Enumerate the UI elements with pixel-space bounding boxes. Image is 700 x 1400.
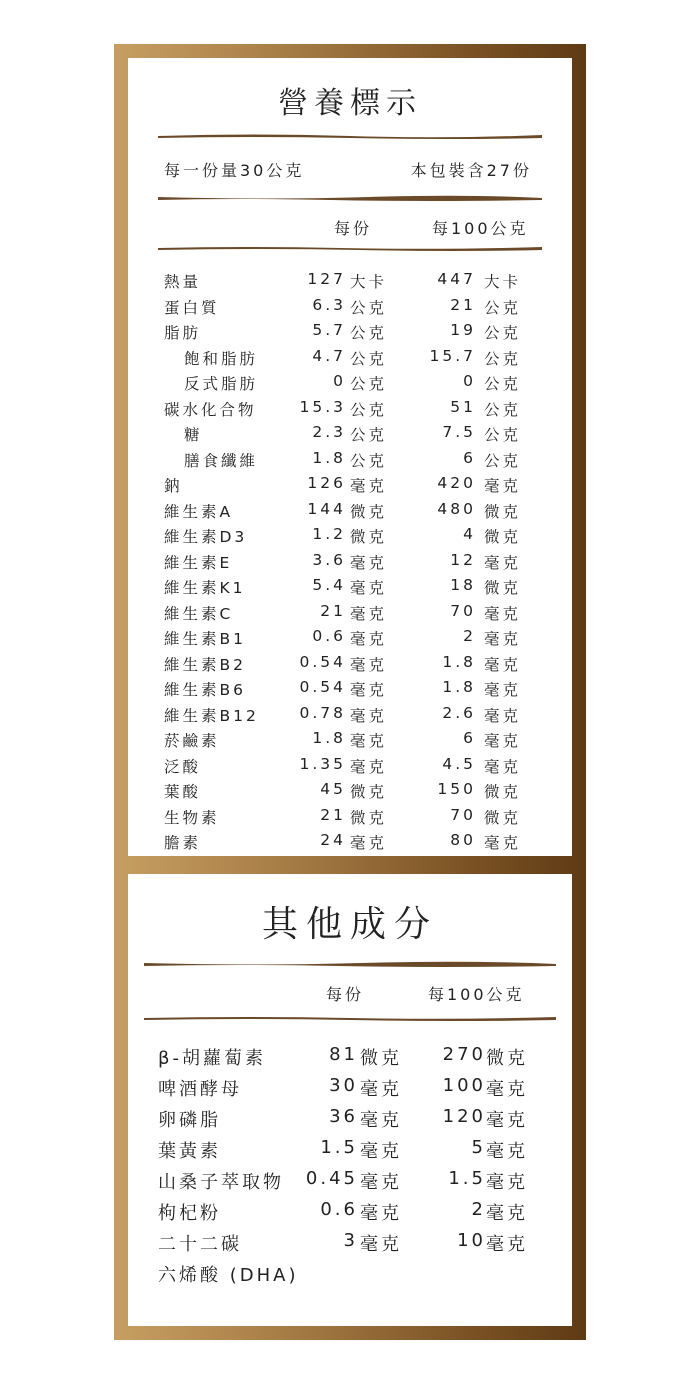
per-serving-value: 1.5	[320, 1137, 358, 1158]
per-100g-unit: 毫克	[484, 604, 522, 623]
per-100g-unit: 毫克	[484, 553, 522, 572]
per-100g-value: 5	[471, 1137, 486, 1158]
nutrient-name: 維生素A	[164, 502, 234, 521]
brush-divider	[158, 194, 542, 202]
nutrient-name: 維生素K1	[164, 579, 246, 597]
per-serving-value: 1.2	[312, 525, 346, 543]
per-serving-value: 3	[343, 1230, 358, 1251]
per-100g-value: 10	[457, 1230, 486, 1251]
per-100g-unit: 微克	[486, 1048, 528, 1069]
per-serving-unit: 毫克	[350, 604, 388, 623]
table-row	[128, 449, 572, 474]
per-100g-value: 18	[450, 576, 476, 594]
per-100g-unit: 毫克	[486, 1110, 528, 1131]
per-serving-value: 0	[333, 372, 346, 390]
table-row	[128, 398, 572, 423]
per-serving-unit: 公克	[350, 400, 388, 419]
per-serving-unit: 公克	[350, 298, 388, 317]
ingredient-name: 六烯酸 (DHA)	[158, 1265, 299, 1286]
per-100g-value: 70	[450, 601, 476, 620]
table-row	[128, 1075, 572, 1106]
per-serving-value: 4.7	[312, 346, 346, 365]
per-100g-unit: 公克	[484, 451, 522, 470]
nutrition-panel	[128, 58, 572, 856]
per-serving-value: 0.78	[299, 703, 346, 722]
nutrition-panel-frame	[114, 44, 586, 870]
ingredient-name: 葉黃素	[158, 1141, 221, 1162]
nutrient-name: 維生素B12	[164, 706, 259, 725]
per-serving-unit: 微克	[350, 808, 388, 827]
table-row	[128, 321, 572, 346]
per-100g-value: 0	[463, 372, 476, 390]
per-serving-unit: 公克	[350, 375, 388, 393]
per-100g-unit: 微克	[484, 579, 522, 597]
table-row	[128, 704, 572, 729]
nutrient-name: 碳水化合物	[164, 400, 257, 419]
per-100g-unit: 毫克	[486, 1141, 528, 1162]
table-row	[128, 1261, 572, 1292]
table-row	[128, 831, 572, 856]
per-100g-unit: 公克	[484, 400, 522, 419]
per-serving-unit: 毫克	[350, 579, 388, 597]
col-per-100g: 每100公克	[432, 219, 529, 238]
per-serving-unit: 公克	[350, 426, 388, 444]
nutrient-name: 反式脂肪	[184, 375, 259, 393]
per-serving-unit: 毫克	[350, 706, 388, 725]
per-serving-value: 5.7	[312, 321, 346, 339]
per-serving-value: 144	[307, 499, 346, 518]
nutrient-name: 泛酸	[164, 757, 202, 776]
ingredient-name: 啤酒酵母	[158, 1079, 242, 1100]
per-100g-value: 1.5	[448, 1168, 486, 1189]
per-100g-unit: 毫克	[484, 477, 522, 495]
brush-divider	[158, 244, 542, 252]
per-100g-value: 420	[437, 474, 476, 492]
nutrient-name: 生物素	[164, 808, 220, 827]
nutrient-name: 菸鹼素	[164, 732, 220, 750]
table-row	[128, 1199, 572, 1230]
per-100g-value: 70	[450, 805, 476, 824]
per-serving-value: 1.8	[312, 729, 346, 747]
per-serving-value: 6.3	[312, 295, 346, 314]
per-serving-unit: 大卡	[350, 273, 388, 291]
per-serving-unit: 微克	[350, 502, 388, 521]
brush-divider	[144, 960, 556, 968]
nutrient-name: 葉酸	[164, 783, 202, 801]
table-row	[128, 678, 572, 703]
per-100g-value: 51	[450, 397, 476, 416]
table-row	[128, 347, 572, 372]
serving-size: 每一份量30公克	[164, 161, 305, 180]
ingredient-name: β-胡蘿蔔素	[158, 1048, 266, 1069]
ingredient-name: 卵磷脂	[158, 1110, 221, 1131]
per-serving-value: 3.6	[312, 550, 346, 569]
per-serving-unit: 微克	[350, 528, 388, 546]
per-serving-value: 0.45	[305, 1168, 358, 1189]
per-serving-value: 30	[329, 1075, 358, 1096]
nutrient-name: 維生素D3	[164, 528, 248, 546]
per-100g-value: 6	[463, 448, 476, 467]
per-100g-value: 12	[450, 550, 476, 569]
per-100g-unit: 毫克	[484, 630, 522, 648]
table-row	[128, 1137, 572, 1168]
per-100g-unit: 公克	[484, 324, 522, 342]
brush-divider	[144, 1014, 556, 1022]
per-serving-unit: 微克	[350, 783, 388, 801]
per-100g-value: 4.5	[442, 754, 476, 773]
table-row	[128, 296, 572, 321]
table-row	[128, 627, 572, 652]
nutrient-name: 脂肪	[164, 324, 202, 342]
per-serving-unit: 公克	[350, 349, 388, 368]
table-row	[128, 755, 572, 780]
per-100g-value: 270	[442, 1044, 486, 1065]
per-100g-value: 80	[450, 831, 476, 849]
per-serving-unit: 微克	[360, 1048, 402, 1069]
per-serving-value: 81	[329, 1044, 358, 1065]
ingredient-name: 枸杞粉	[158, 1203, 221, 1224]
table-row	[128, 1044, 572, 1075]
per-serving-value: 1.8	[312, 448, 346, 467]
table-row	[128, 551, 572, 576]
table-row	[128, 780, 572, 805]
per-serving-unit: 毫克	[350, 757, 388, 776]
other-title: 其他成分	[261, 904, 438, 945]
table-row	[128, 729, 572, 754]
per-serving-unit: 毫克	[350, 834, 388, 852]
table-row	[128, 474, 572, 499]
table-row	[128, 1168, 572, 1199]
nutrition-title: 營養標示	[278, 86, 422, 121]
per-serving-value: 21	[320, 805, 346, 824]
per-serving-value: 0.6	[320, 1199, 358, 1220]
per-serving-unit: 毫克	[360, 1203, 402, 1224]
other-panel	[128, 874, 572, 1326]
servings-per-pack: 本包裝含27份	[410, 161, 532, 180]
per-serving-unit: 毫克	[350, 655, 388, 674]
per-serving-value: 2.3	[312, 423, 346, 441]
per-100g-unit: 微克	[484, 783, 522, 801]
per-serving-unit: 公克	[350, 451, 388, 470]
per-100g-unit: 毫克	[484, 732, 522, 750]
per-100g-unit: 毫克	[484, 757, 522, 776]
table-row	[128, 1230, 572, 1261]
table-row	[128, 270, 572, 295]
col-per-100g: 每100公克	[428, 985, 525, 1004]
col-per-serving: 每份	[326, 985, 365, 1004]
per-serving-unit: 毫克	[360, 1141, 402, 1162]
per-100g-value: 15.7	[429, 346, 476, 365]
per-serving-value: 1.35	[299, 754, 346, 773]
per-100g-unit: 微克	[484, 502, 522, 521]
per-serving-unit: 公克	[350, 324, 388, 342]
per-serving-value: 127	[307, 270, 346, 288]
per-serving-unit: 毫克	[350, 681, 388, 699]
per-100g-unit: 微克	[484, 808, 522, 827]
table-row	[128, 806, 572, 831]
per-serving-unit: 毫克	[350, 732, 388, 750]
per-100g-unit: 毫克	[486, 1203, 528, 1224]
nutrient-name: 膽素	[164, 834, 202, 852]
nutrient-name: 糖	[184, 426, 203, 444]
per-100g-value: 4	[463, 525, 476, 543]
other-panel-frame	[114, 860, 586, 1340]
per-serving-value: 45	[320, 780, 346, 798]
per-100g-unit: 毫克	[484, 834, 522, 852]
per-serving-unit: 毫克	[360, 1172, 402, 1193]
per-100g-unit: 大卡	[484, 273, 522, 291]
per-100g-value: 120	[442, 1106, 486, 1127]
per-100g-value: 2	[463, 627, 476, 645]
ingredient-name: 二十二碳	[158, 1234, 242, 1255]
per-serving-unit: 毫克	[350, 477, 388, 495]
per-serving-value: 21	[320, 601, 346, 620]
nutrient-name: 維生素B6	[164, 681, 246, 699]
per-100g-value: 480	[437, 499, 476, 518]
nutrient-name: 維生素E	[164, 553, 233, 572]
per-100g-value: 447	[437, 270, 476, 288]
nutrient-name: 蛋白質	[164, 298, 220, 317]
per-100g-unit: 毫克	[484, 655, 522, 674]
table-row	[128, 576, 572, 601]
per-serving-unit: 毫克	[360, 1079, 402, 1100]
per-serving-value: 126	[307, 474, 346, 492]
per-serving-unit: 毫克	[360, 1110, 402, 1131]
nutrient-name: 鈉	[164, 477, 183, 495]
per-100g-value: 6	[463, 729, 476, 747]
table-row	[128, 525, 572, 550]
table-row	[128, 423, 572, 448]
per-100g-unit: 公克	[484, 298, 522, 317]
per-serving-unit: 毫克	[350, 630, 388, 648]
per-100g-unit: 公克	[484, 375, 522, 393]
per-100g-unit: 微克	[484, 528, 522, 546]
per-100g-unit: 毫克	[484, 681, 522, 699]
table-row	[128, 372, 572, 397]
per-100g-value: 2.6	[442, 703, 476, 722]
per-100g-value: 7.5	[442, 423, 476, 441]
per-serving-value: 0.6	[312, 627, 346, 645]
ingredient-name: 山桑子萃取物	[158, 1172, 284, 1193]
nutrient-name: 膳食纖維	[184, 451, 259, 470]
per-100g-unit: 毫克	[486, 1234, 528, 1255]
per-serving-unit: 毫克	[350, 553, 388, 572]
per-100g-value: 100	[442, 1075, 486, 1096]
brush-divider	[158, 132, 542, 140]
per-serving-value: 0.54	[299, 652, 346, 671]
nutrient-name: 維生素B2	[164, 655, 246, 674]
table-row	[128, 500, 572, 525]
per-100g-value: 21	[450, 295, 476, 314]
per-100g-unit: 毫克	[484, 706, 522, 725]
per-serving-value: 36	[329, 1106, 358, 1127]
per-100g-unit: 公克	[484, 349, 522, 368]
per-100g-value: 19	[450, 321, 476, 339]
table-row	[128, 1106, 572, 1137]
per-serving-value: 15.3	[299, 397, 346, 416]
per-100g-unit: 公克	[484, 426, 522, 444]
col-per-serving: 每份	[334, 219, 373, 238]
per-serving-unit: 毫克	[360, 1234, 402, 1255]
per-100g-value: 2	[471, 1199, 486, 1220]
nutrient-name: 維生素B1	[164, 630, 246, 648]
per-100g-value: 1.8	[442, 678, 476, 696]
per-100g-value: 1.8	[442, 652, 476, 671]
per-100g-value: 150	[437, 780, 476, 798]
per-100g-unit: 毫克	[486, 1079, 528, 1100]
nutrient-name: 維生素C	[164, 604, 234, 623]
per-serving-value: 24	[320, 831, 346, 849]
nutrient-name: 飽和脂肪	[184, 349, 259, 368]
table-row	[128, 653, 572, 678]
per-serving-value: 5.4	[312, 576, 346, 594]
table-row	[128, 602, 572, 627]
nutrient-name: 熱量	[164, 273, 202, 291]
per-100g-unit: 毫克	[486, 1172, 528, 1193]
per-serving-value: 0.54	[299, 678, 346, 696]
